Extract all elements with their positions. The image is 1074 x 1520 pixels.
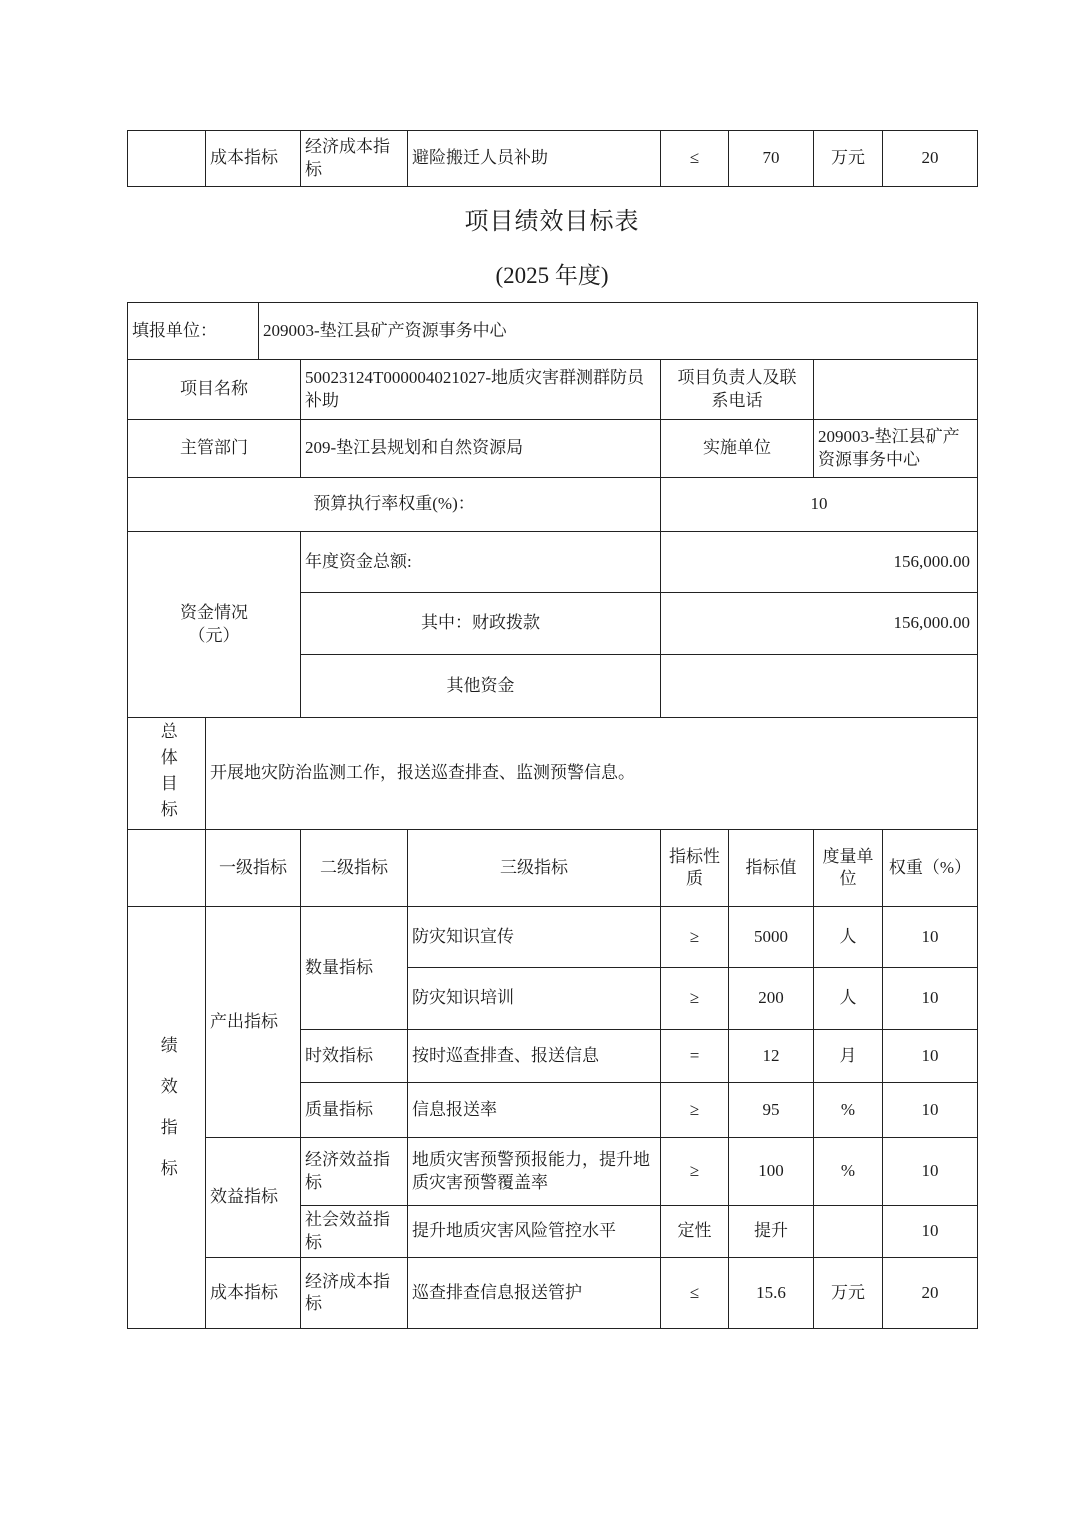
indicator-row-weight: 10 — [883, 1138, 978, 1206]
performance-target-table — [127, 302, 978, 1329]
indicator-row-unit: % — [814, 1083, 883, 1138]
indicator-row-value: 100 — [729, 1138, 814, 1206]
header-nature-cell: 指标性质 — [661, 830, 729, 907]
indicator-row-value: 15.6 — [729, 1258, 814, 1329]
project-name-label-cell: 项目名称 — [128, 360, 301, 420]
funds-other-label-cell: 其他资金 — [301, 655, 661, 718]
funds-other-value-cell — [661, 655, 978, 718]
indicator-row-level3: 防灾知识宣传 — [408, 907, 661, 968]
group-benefit-cell: 效益指标 — [206, 1138, 301, 1258]
indicator-row-level3: 按时巡查排查、报送信息 — [408, 1030, 661, 1083]
overall-goal-text-cell: 开展地灾防治监测工作，报送巡查排查、监测预警信息。 — [206, 718, 978, 830]
dept-value-cell: 209-垫江县规划和自然资源局 — [301, 420, 661, 478]
indicator-row-weight: 10 — [883, 1083, 978, 1138]
indicator-header-empty-cell — [128, 830, 206, 907]
indicator-row-value: 200 — [729, 968, 814, 1030]
indicator-row-weight: 20 — [883, 1258, 978, 1329]
overall-goal-label-cell: 总体目标 — [128, 718, 206, 830]
funds-label-line2: （元） — [188, 625, 240, 645]
page-title: 项目绩效目标表 — [464, 209, 640, 235]
funds-total-label-cell: 年度资金总额: — [301, 532, 661, 593]
funds-label-cell — [128, 532, 301, 718]
indicator-row-unit — [814, 1206, 883, 1258]
budget-weight-label-cell: 预算执行率权重(%)： — [128, 478, 661, 532]
impl-unit-value-cell: 209003-垫江县矿产资源事务中心 — [814, 420, 978, 478]
report-unit-value-cell: 209003-垫江县矿产资源事务中心 — [259, 303, 978, 360]
indicator-row-nature: ≤ — [661, 1258, 729, 1329]
indicator-row-value: 95 — [729, 1083, 814, 1138]
indicator-row-weight: 10 — [883, 968, 978, 1030]
indicator-row-weight: 10 — [883, 1030, 978, 1083]
group-output-cell: 产出指标 — [206, 907, 301, 1138]
group-social-benefit-cell: 社会效益指标 — [301, 1206, 408, 1258]
prev-row-level1-cell: 成本指标 — [206, 131, 301, 187]
header-level3-cell: 三级指标 — [408, 830, 661, 907]
prev-row-nature-cell: ≤ — [661, 131, 729, 187]
indicator-row-level3: 信息报送率 — [408, 1083, 661, 1138]
group-econ-benefit-cell: 经济效益指标 — [301, 1138, 408, 1206]
indicator-row-value: 提升 — [729, 1206, 814, 1258]
budget-weight-value-cell: 10 — [661, 478, 978, 532]
prev-row-weight-cell: 20 — [883, 131, 978, 187]
indicator-row-level3: 防灾知识培训 — [408, 968, 661, 1030]
header-level2-cell: 二级指标 — [301, 830, 408, 907]
indicator-row-level3: 地质灾害预警预报能力，提升地质灾害预警覆盖率 — [408, 1138, 661, 1206]
project-name-value-cell: 50023124T000004021027-地质灾害群测群防员补助 — [301, 360, 661, 420]
indicator-row-value: 12 — [729, 1030, 814, 1083]
prev-row-empty-cell — [128, 131, 206, 187]
indicator-row-nature: ≥ — [661, 1138, 729, 1206]
indicator-row-weight: 10 — [883, 907, 978, 968]
group-cost-cell: 成本指标 — [206, 1258, 301, 1329]
header-value-cell: 指标值 — [729, 830, 814, 907]
indicator-row-unit: 月 — [814, 1030, 883, 1083]
indicator-row-level3: 巡查排查信息报送管护 — [408, 1258, 661, 1329]
indicator-row-nature: ≥ — [661, 968, 729, 1030]
page-subtitle: (2025 年度) — [495, 263, 609, 288]
dept-label-cell: 主管部门 — [128, 420, 301, 478]
indicator-row-unit: 人 — [814, 968, 883, 1030]
indicator-row-weight: 10 — [883, 1206, 978, 1258]
funds-fiscal-label-cell: 其中：财政拨款 — [301, 593, 661, 655]
funds-total-value-cell: 156,000.00 — [661, 532, 978, 593]
prev-row-value-cell: 70 — [729, 131, 814, 187]
indicator-row-unit: 人 — [814, 907, 883, 968]
project-leader-label-cell: 项目负责人及联系电话 — [661, 360, 814, 420]
previous-page-indicator-row — [127, 130, 978, 187]
indicator-row-nature: 定性 — [661, 1206, 729, 1258]
indicator-row-nature: ≥ — [661, 907, 729, 968]
prev-row-level2-cell: 经济成本指标 — [301, 131, 408, 187]
header-unit-cell: 度量单位 — [814, 830, 883, 907]
header-level1-cell: 一级指标 — [206, 830, 301, 907]
prev-row-unit-cell: 万元 — [814, 131, 883, 187]
project-leader-value-cell — [814, 360, 978, 420]
indicator-row-unit: % — [814, 1138, 883, 1206]
indicator-row-unit: 万元 — [814, 1258, 883, 1329]
group-quality-cell: 质量指标 — [301, 1083, 408, 1138]
impl-unit-label-cell: 实施单位 — [661, 420, 814, 478]
prev-row-level3-cell: 避险搬迁人员补助 — [408, 131, 661, 187]
indicator-row-level3: 提升地质灾害风险管控水平 — [408, 1206, 661, 1258]
performance-indicator-label-cell: 绩效指标 — [128, 907, 206, 1329]
group-quantity-cell: 数量指标 — [301, 907, 408, 1030]
group-timeliness-cell: 时效指标 — [301, 1030, 408, 1083]
indicator-row-nature: ≥ — [661, 1083, 729, 1138]
funds-fiscal-value-cell: 156,000.00 — [661, 593, 978, 655]
funds-label-line1: 资金情况 — [180, 603, 248, 623]
indicator-row-value: 5000 — [729, 907, 814, 968]
group-econ-cost-cell: 经济成本指标 — [301, 1258, 408, 1329]
report-unit-label-cell: 填报单位： — [128, 303, 259, 360]
indicator-row-nature: = — [661, 1030, 729, 1083]
header-weight-cell: 权重（%） — [883, 830, 978, 907]
